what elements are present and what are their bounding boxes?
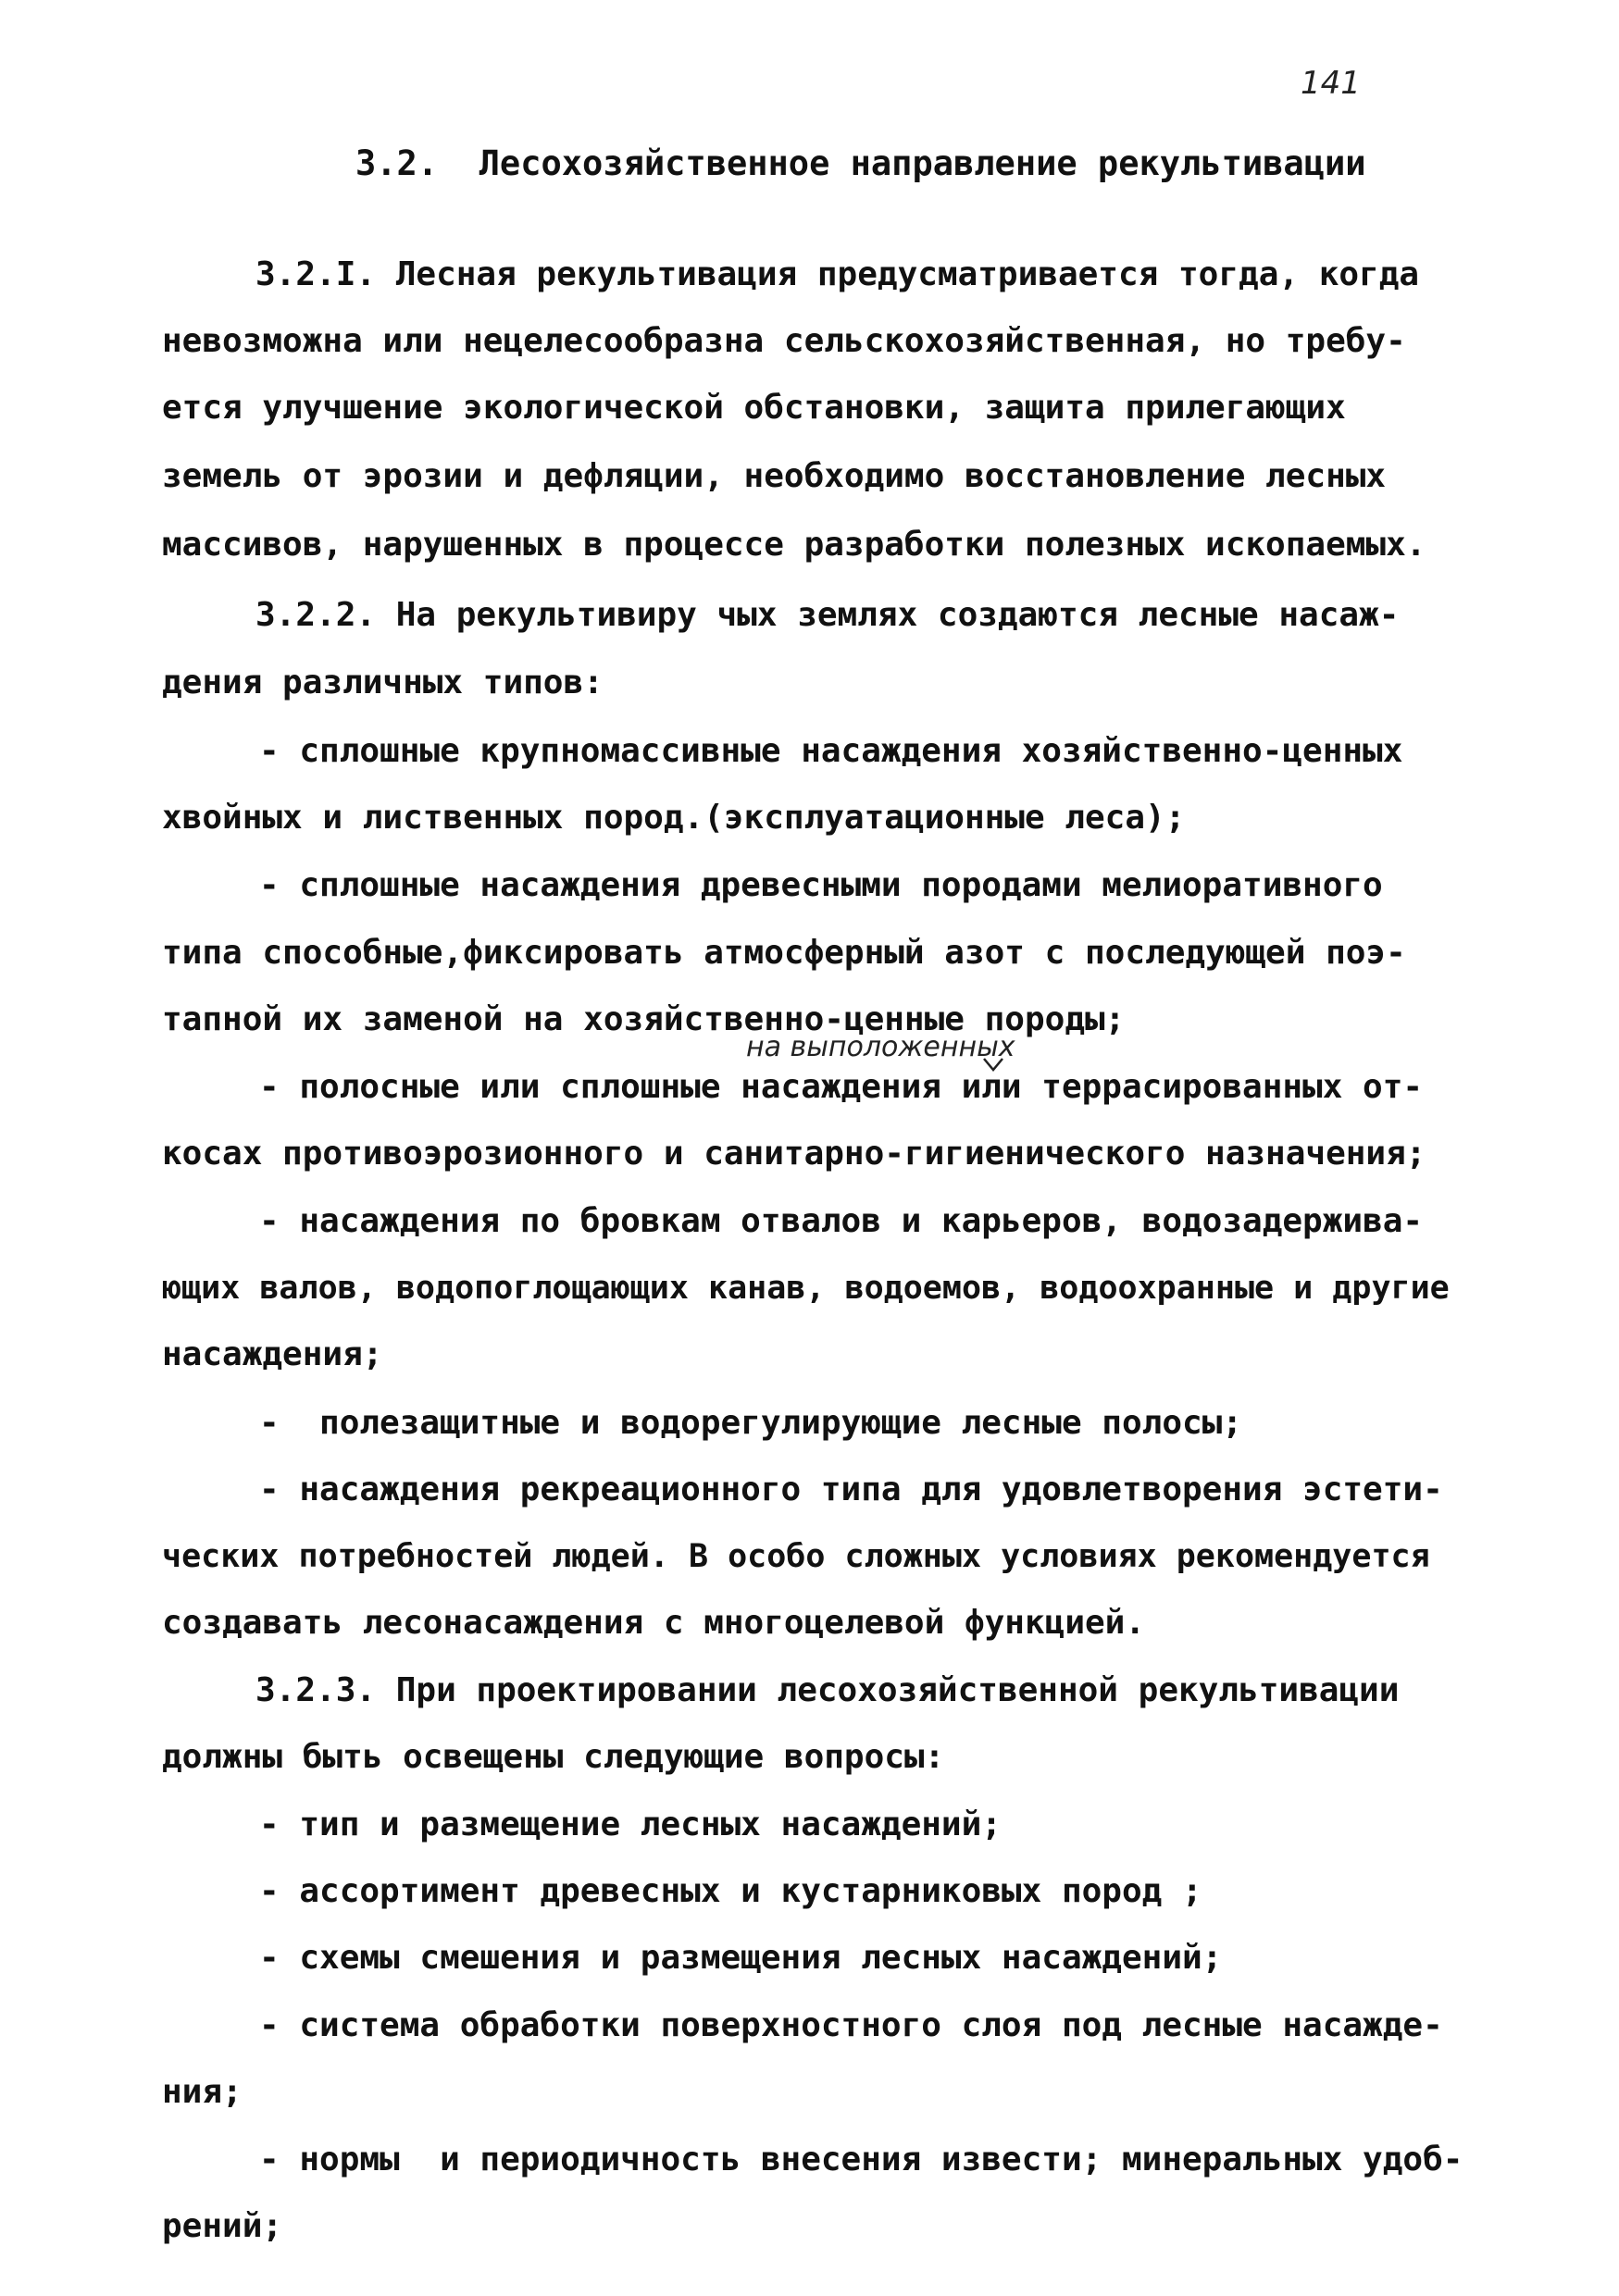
paragraph-line: земель от эрозии и дефляции, необходимо восстановление лесных	[162, 457, 1387, 495]
list-item-line: - тип и размещение лесных насаждений;	[259, 1806, 1002, 1843]
paragraph-line: 3.2.2. На рекультивиру чых землях создаются лесные насаж-	[255, 596, 1400, 634]
list-item-line: ческих потребностей людей. В особо сложных условиях рекомендуется	[162, 1538, 1430, 1575]
list-item-line: - сплошные насаждения древесными породами мелиоративного	[259, 866, 1383, 904]
list-item-line: косах противоэрозионного и санитарно-гигиенического назначения;	[162, 1135, 1426, 1173]
list-item-line: хвойных и лиственных пород.(эксплуатационные леса);	[162, 799, 1186, 837]
list-item-line: - полезащитные и водорегулирующие лесные полосы;	[259, 1404, 1243, 1442]
paragraph-line: массивов, нарушенных в процессе разработки полезных ископаемых.	[162, 526, 1426, 564]
page-number: 141	[1301, 65, 1361, 102]
paragraph-line: дения различных типов:	[162, 664, 604, 701]
list-item-line: ющих валов, водопоглощающих канав, водоемов, водоохранные и другие	[162, 1270, 1450, 1307]
list-item-line: рений;	[162, 2207, 283, 2245]
paragraph-line: должны быть освещены следующие вопросы:	[162, 1738, 945, 1776]
list-item-line: насаждения;	[162, 1335, 383, 1373]
list-item-line: - нормы и периодичность внесения извести; минеральных удоб-	[259, 2141, 1463, 2178]
list-item-line: - насаждения по бровкам отвалов и карьеров, водозадержива-	[259, 1202, 1424, 1240]
list-item-line: тапной их заменой на хозяйственно-ценные породы;	[162, 1000, 1126, 1038]
handwritten-insertion: на выположенных	[746, 1031, 1015, 1063]
list-item-line: ния;	[162, 2073, 243, 2111]
list-item-line: - сплошные крупномассивные насаждения хозяйственно-ценных	[259, 732, 1403, 770]
list-item-line: - ассортимент древесных и кустарниковых пород ;	[259, 1872, 1202, 1910]
section-heading: 3.2. Лесохозяйственное направление рекультивации	[355, 143, 1366, 183]
paragraph-line: ется улучшение экологической обстановки, защита прилегающих	[162, 389, 1346, 427]
paragraph-line: 3.2.3. При проектировании лесохозяйственной рекультивации	[255, 1671, 1400, 1709]
list-item-line: типа способные,фиксировать атмосферный азот с последующей поэ-	[162, 934, 1406, 972]
list-item-line: - полосные или сплошные насаждения или террасированных от-	[259, 1068, 1424, 1106]
paragraph-line: невозможна или нецелесообразна сельскохозяйственная, но требу-	[162, 322, 1406, 360]
list-item-line: создавать лесонасаждения с многоцелевой функцией.	[162, 1604, 1146, 1642]
list-item-line: - система обработки поверхностного слоя под лесные насажде-	[259, 2006, 1443, 2044]
list-item-line: - схемы смешения и размещения лесных насаждений;	[259, 1939, 1223, 1977]
list-item-line: - насаждения рекреационного типа для удовлетворения эстети-	[259, 1471, 1443, 1508]
paragraph-line: 3.2.I. Лесная рекультивация предусматривается тогда, когда	[255, 255, 1420, 293]
